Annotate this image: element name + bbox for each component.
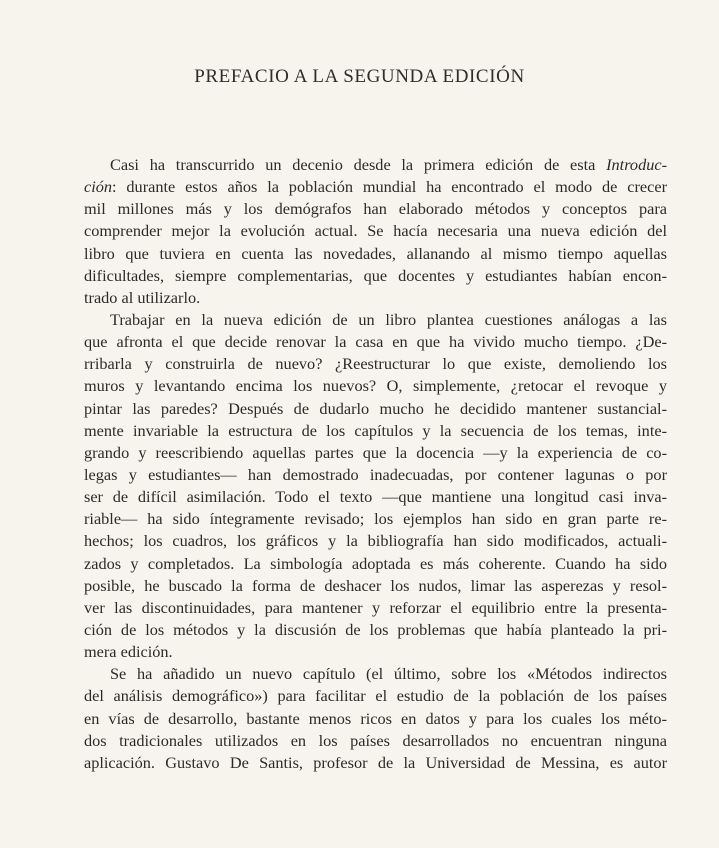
text-line: rribarla y construirla de nuevo? ¿Reestructurar lo que existe, demoliendo los [84, 354, 667, 374]
text-line: mil millones más y los demógrafos han elaborado métodos y conceptos para [84, 199, 667, 219]
text-line: trado al utilizarlo. [84, 287, 201, 307]
page-title: PREFACIO A LA SEGUNDA EDICIÓN [194, 66, 525, 87]
text-line: hechos; los cuadros, los gráficos y la bibliografía han sido modificados, actuali- [84, 531, 667, 551]
text-line: grando y reescribiendo aquellas partes que la docencia —y la experiencia de co- [84, 442, 667, 462]
preface-body [84, 154, 667, 774]
text-line: en vías de desarrollo, bastante menos ricos en datos y para los cuales los méto- [84, 708, 667, 728]
text-line: ción de los métodos y la discusión de los problemas que había planteado la pri- [84, 619, 667, 639]
text-line: dificultades, siempre complementarias, que docentes y estudiantes habían encon- [84, 265, 667, 285]
text-line: muros y levantando encima los nuevos? O, simplemente, ¿retocar el revoque y [84, 376, 667, 396]
text-line: comprender mejor la evolución actual. Se hacía necesaria una nueva edición del [84, 221, 667, 241]
text-line: ver las discontinuidades, para mantener y reforzar el equilibrio entre la presenta- [84, 597, 667, 617]
text-line: Se ha añadido un nuevo capítulo (el último, sobre los «Métodos indirectos [110, 664, 667, 684]
text-line: ción: durante estos años la población mundial ha encontrado el modo de crecer [84, 177, 667, 197]
text-line: mente invariable la estructura de los capítulos y la secuencia de los temas, inte- [84, 420, 667, 440]
text-line: del análisis demográfico») para facilitar el estudio de la población de los países [84, 686, 667, 706]
text-line: zados y completados. La simbología adoptada es más coherente. Cuando ha sido [84, 553, 667, 573]
text-line: Casi ha transcurrido un decenio desde la primera edición de esta Introduc- [110, 155, 667, 174]
paragraph-2 [84, 309, 667, 663]
text-line: posible, he buscado la forma de deshacer los nudos, limar las asperezas y resol- [84, 575, 667, 595]
paragraph-3 [84, 663, 667, 774]
text-line: pintar las paredes? Después de dudarlo mucho he decidido mantener sustancial- [84, 398, 667, 418]
text-line: dos tradicionales utilizados en los países desarrollados no encuentran ninguna [84, 730, 667, 750]
text-line: legas y estudiantes— han demostrado inadecuadas, por contener lagunas o por [84, 464, 667, 484]
text-line: libro que tuviera en cuenta las novedades, allanando al mismo tiempo aquellas [84, 243, 667, 263]
text-line: riable— ha sido íntegramente revisado; los ejemplos han sido en gran parte re- [84, 509, 667, 529]
paragraph-1 [84, 154, 667, 309]
text-line: que afronta el que decide renovar la casa en que ha vivido mucho tiempo. ¿De- [84, 332, 667, 352]
text-line: ser de difícil asimilación. Todo el texto —que mantiene una longitud casi inva- [84, 487, 667, 507]
text-line: aplicación. Gustavo De Santis, profesor de la Universidad de Messina, es autor [84, 752, 667, 772]
text-line: Trabajar en la nueva edición de un libro plantea cuestiones análogas a las [110, 309, 667, 329]
text-line: mera edición. [84, 642, 173, 662]
